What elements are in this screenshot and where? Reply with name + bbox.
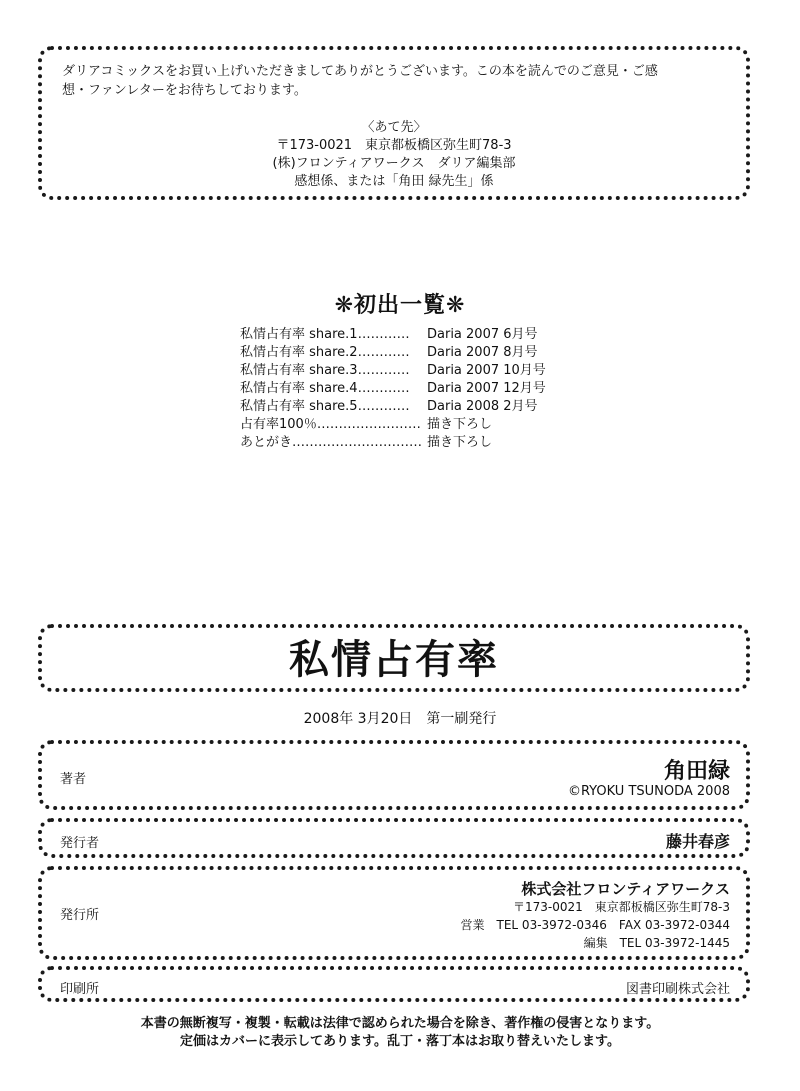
list-item-source: Daria 2007 8月号 bbox=[427, 345, 538, 360]
publisher-person-box bbox=[38, 818, 750, 858]
list-item bbox=[240, 380, 600, 398]
list-item-title: あとがき………………………… bbox=[240, 435, 423, 450]
title-box bbox=[38, 624, 750, 692]
address-heading: 〈あて先〉 bbox=[361, 120, 427, 135]
list-item-title: 私情占有率 share.3………… bbox=[240, 363, 410, 378]
list-item-source: Daria 2008 2月号 bbox=[427, 399, 538, 414]
list-item-source: Daria 2007 6月号 bbox=[427, 327, 538, 342]
list-item-title: 私情占有率 share.4………… bbox=[240, 381, 410, 396]
message-box bbox=[38, 46, 750, 200]
author-name: 角田緑 bbox=[663, 759, 730, 784]
author-label: 著者 bbox=[60, 772, 87, 787]
list-item-title: 私情占有率 share.1………… bbox=[240, 327, 410, 342]
copyright-notice: 本書の無断複写・複製・転載は法律で認められた場合を除き、著作権の侵害となります。 bbox=[140, 1016, 660, 1031]
list-item-title: 私情占有率 share.5………… bbox=[240, 399, 410, 414]
list-item-title: 占有率100％…………………… bbox=[240, 417, 421, 432]
author-box bbox=[38, 740, 750, 810]
list-item-source: Daria 2007 10月号 bbox=[427, 363, 546, 378]
publisher-office-label: 発行所 bbox=[60, 908, 100, 923]
address-line-3: 感想係、または「角田 緑先生」係 bbox=[294, 174, 494, 189]
list-item bbox=[240, 326, 600, 344]
printer-label: 印刷所 bbox=[60, 982, 100, 997]
list-item-title: 私情占有率 share.2………… bbox=[240, 345, 410, 360]
publisher-office-box bbox=[38, 866, 750, 960]
address-line-1: 〒173-0021 東京都板橋区弥生町78-3 bbox=[276, 138, 512, 153]
list-item bbox=[240, 416, 600, 434]
publish-date: 2008年 3月20日 第一刷発行 bbox=[303, 711, 497, 727]
list-item-source: 描き下ろし bbox=[427, 417, 493, 432]
list-item bbox=[240, 434, 600, 452]
message-line-2: 想・ファンレターをお待ちしております。 bbox=[62, 83, 307, 98]
message-line-1: ダリアコミックスをお買い上げいただきましてありがとうございます。この本を読んでのご意見・ご感 bbox=[62, 64, 658, 79]
list-item bbox=[240, 344, 600, 362]
printer-box bbox=[38, 966, 750, 1002]
publisher-editorial: 編集 TEL 03-3972-1445 bbox=[583, 936, 730, 950]
list-item-source: Daria 2007 12月号 bbox=[427, 381, 546, 396]
first-appearance-title: ❋初出一覧❋ bbox=[334, 293, 466, 318]
list-item bbox=[240, 362, 600, 380]
book-title: 私情占有率 bbox=[289, 637, 499, 683]
first-appearance-list bbox=[240, 326, 600, 452]
list-item bbox=[240, 398, 600, 416]
publisher-person-label: 発行者 bbox=[60, 836, 100, 851]
publisher-company: 株式会社フロンティアワークス bbox=[521, 880, 730, 898]
address-line-2: (株)フロンティアワークス ダリア編集部 bbox=[272, 156, 516, 171]
printer-name: 図書印刷株式会社 bbox=[625, 982, 730, 997]
publisher-sales: 営業 TEL 03-3972-0346 FAX 03-3972-0344 bbox=[460, 918, 730, 932]
price-notice: 定価はカバーに表示してあります。乱丁・落丁本はお取り替えいたします。 bbox=[180, 1034, 620, 1049]
publisher-address: 〒173-0021 東京都板橋区弥生町78-3 bbox=[512, 900, 730, 914]
publisher-person-name: 藤井春彦 bbox=[665, 832, 730, 851]
author-copyright: ©RYOKU TSUNODA 2008 bbox=[567, 784, 730, 799]
list-item-source: 描き下ろし bbox=[427, 435, 493, 450]
